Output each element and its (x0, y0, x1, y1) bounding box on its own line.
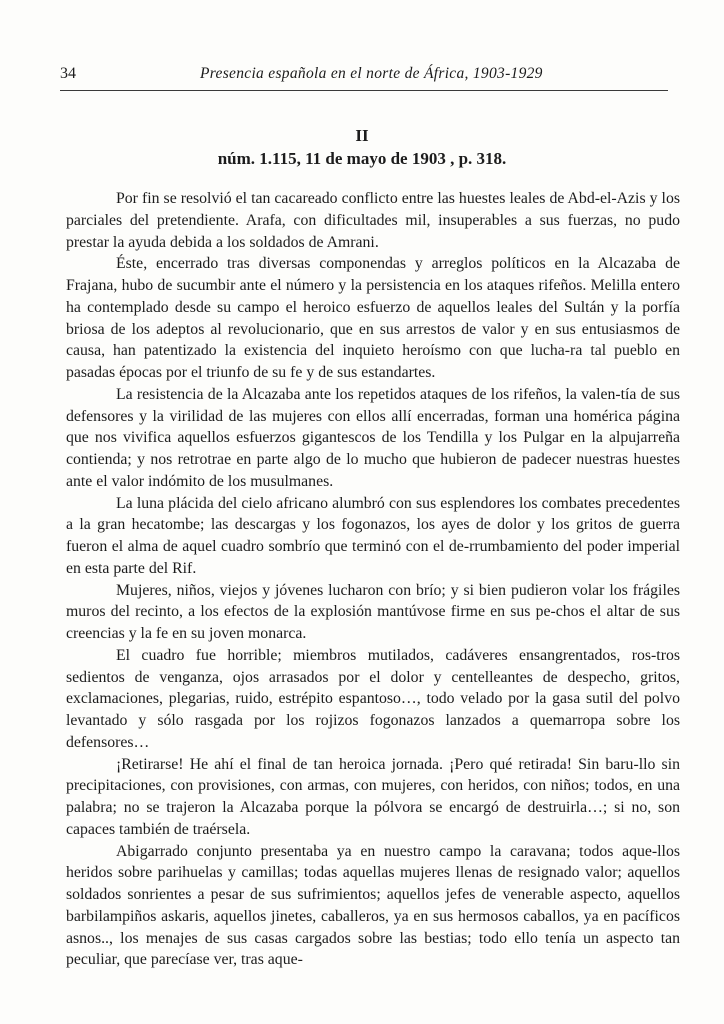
running-title: Presencia española en el norte de África, 1903-1929 (200, 65, 543, 82)
paragraph: ¡Retirarse! He ahí el final de tan heroica jornada. ¡Pero qué retirada! Sin baru-llo sin precipitaciones, con provisiones, con armas, con mujeres, con heridos, con niños; todos, en una palabra; no se trajeron la Alcazaba porque la pólvora se encargó de destruirla…; si no, son capaces también de traérsela. (66, 755, 680, 838)
paragraph: Abigarrado conjunto presentaba ya en nuestro campo la caravana; todos aque-llos heridos sobre parihuelas y camillas; todas aquellas mujeres llenas de resignado valor; aquellos soldados sonrientes a pesar de sus sufrimientos; aquellos jefes de venerable aspecto, aquellos barbilampiños askaris, aquellos jinetes, caballeros, ya en sus hermosos caballos, ya en pacíficos asnos.., los menajes de sus casas cargados sobre las bestias; todo ello tenía un aspecto tan peculiar, que parecíase ver, tras aque- (66, 842, 680, 969)
paragraph: La resistencia de la Alcazaba ante los repetidos ataques de los rifeños, la valen-tía de sus defensores y la virilidad de las mujeres con ellos allí encerradas, forman una homérica página que nos vivifica aquellos esfuerzos gigantescos de los Tendilla y los Pulgar en la alpujarreña contienda; y nos retrotrae en parte algo de lo mucho que hubieron de padecer nuestras huestes ante el valor indómito de los musulmanes. (66, 385, 680, 490)
section-title: núm. 1.115, 11 de mayo de 1903 , p. 318. (217, 149, 507, 168)
section-number: II (355, 126, 369, 145)
paragraph: Mujeres, niños, viejos y jóvenes lucharon con brío; y si bien pudieron volar los frágiles muros del recinto, a los efectos de la explosión mantúvose firme en sus pe-chos el altar de sus creencias y la fe en su joven monarca. (66, 581, 680, 642)
page-header (60, 64, 668, 91)
page-number: 34 (60, 65, 76, 82)
paragraph: El cuadro fue horrible; miembros mutilados, cadáveres ensangrentados, ros-tros sedientos de venganza, ojos arrasados por el dolor y centelleantes de despecho, gritos, exclamaciones, plegarias, ruido, estrépito espantoso…, todo velado por la gasa sutil del polvo levantado y sólo rasgada por los rojizos fogonazos lanzados a quemarropa sobre los defensores… (66, 646, 680, 751)
paragraph: Por fin se resolvió el tan cacareado conflicto entre las huestes leales de Abd-el-Azis y los parciales del pretendiente. Arafa, con dificultades mil, insuperables a sus fuerzas, no pudo prestar la ayuda debida a los soldados de Amrani. (66, 190, 680, 251)
paragraph: La luna plácida del cielo africano alumbró con sus esplendores los combates precedentes a la gran hecatombe; las descargas y los fogonazos, los ayes de dolor y los gritos de guerra fueron el alma de aquel cuadro sombrío que terminó con el de-rrumbamiento del poder imperial en esta parte del Rif. (66, 494, 680, 577)
article-body (66, 188, 680, 971)
paragraph: Éste, encerrado tras diversas componendas y arreglos políticos en la Alcazaba de Frajana, hubo de sucumbir ante el número y la persistencia en los ataques rifeños. Melilla entero ha contemplado desde su campo el heroico esfuerzo de aquellos leales del Sultán y la porfía briosa de los adeptos al revolucionario, que en sus arrestos de valor y en sus entusiasmos de causa, han patentizado la existencia del inquieto heroísmo con que lucha-ra tal pueblo en pasadas épocas por el triunfo de su fe y de sus estandartes. (66, 255, 680, 381)
